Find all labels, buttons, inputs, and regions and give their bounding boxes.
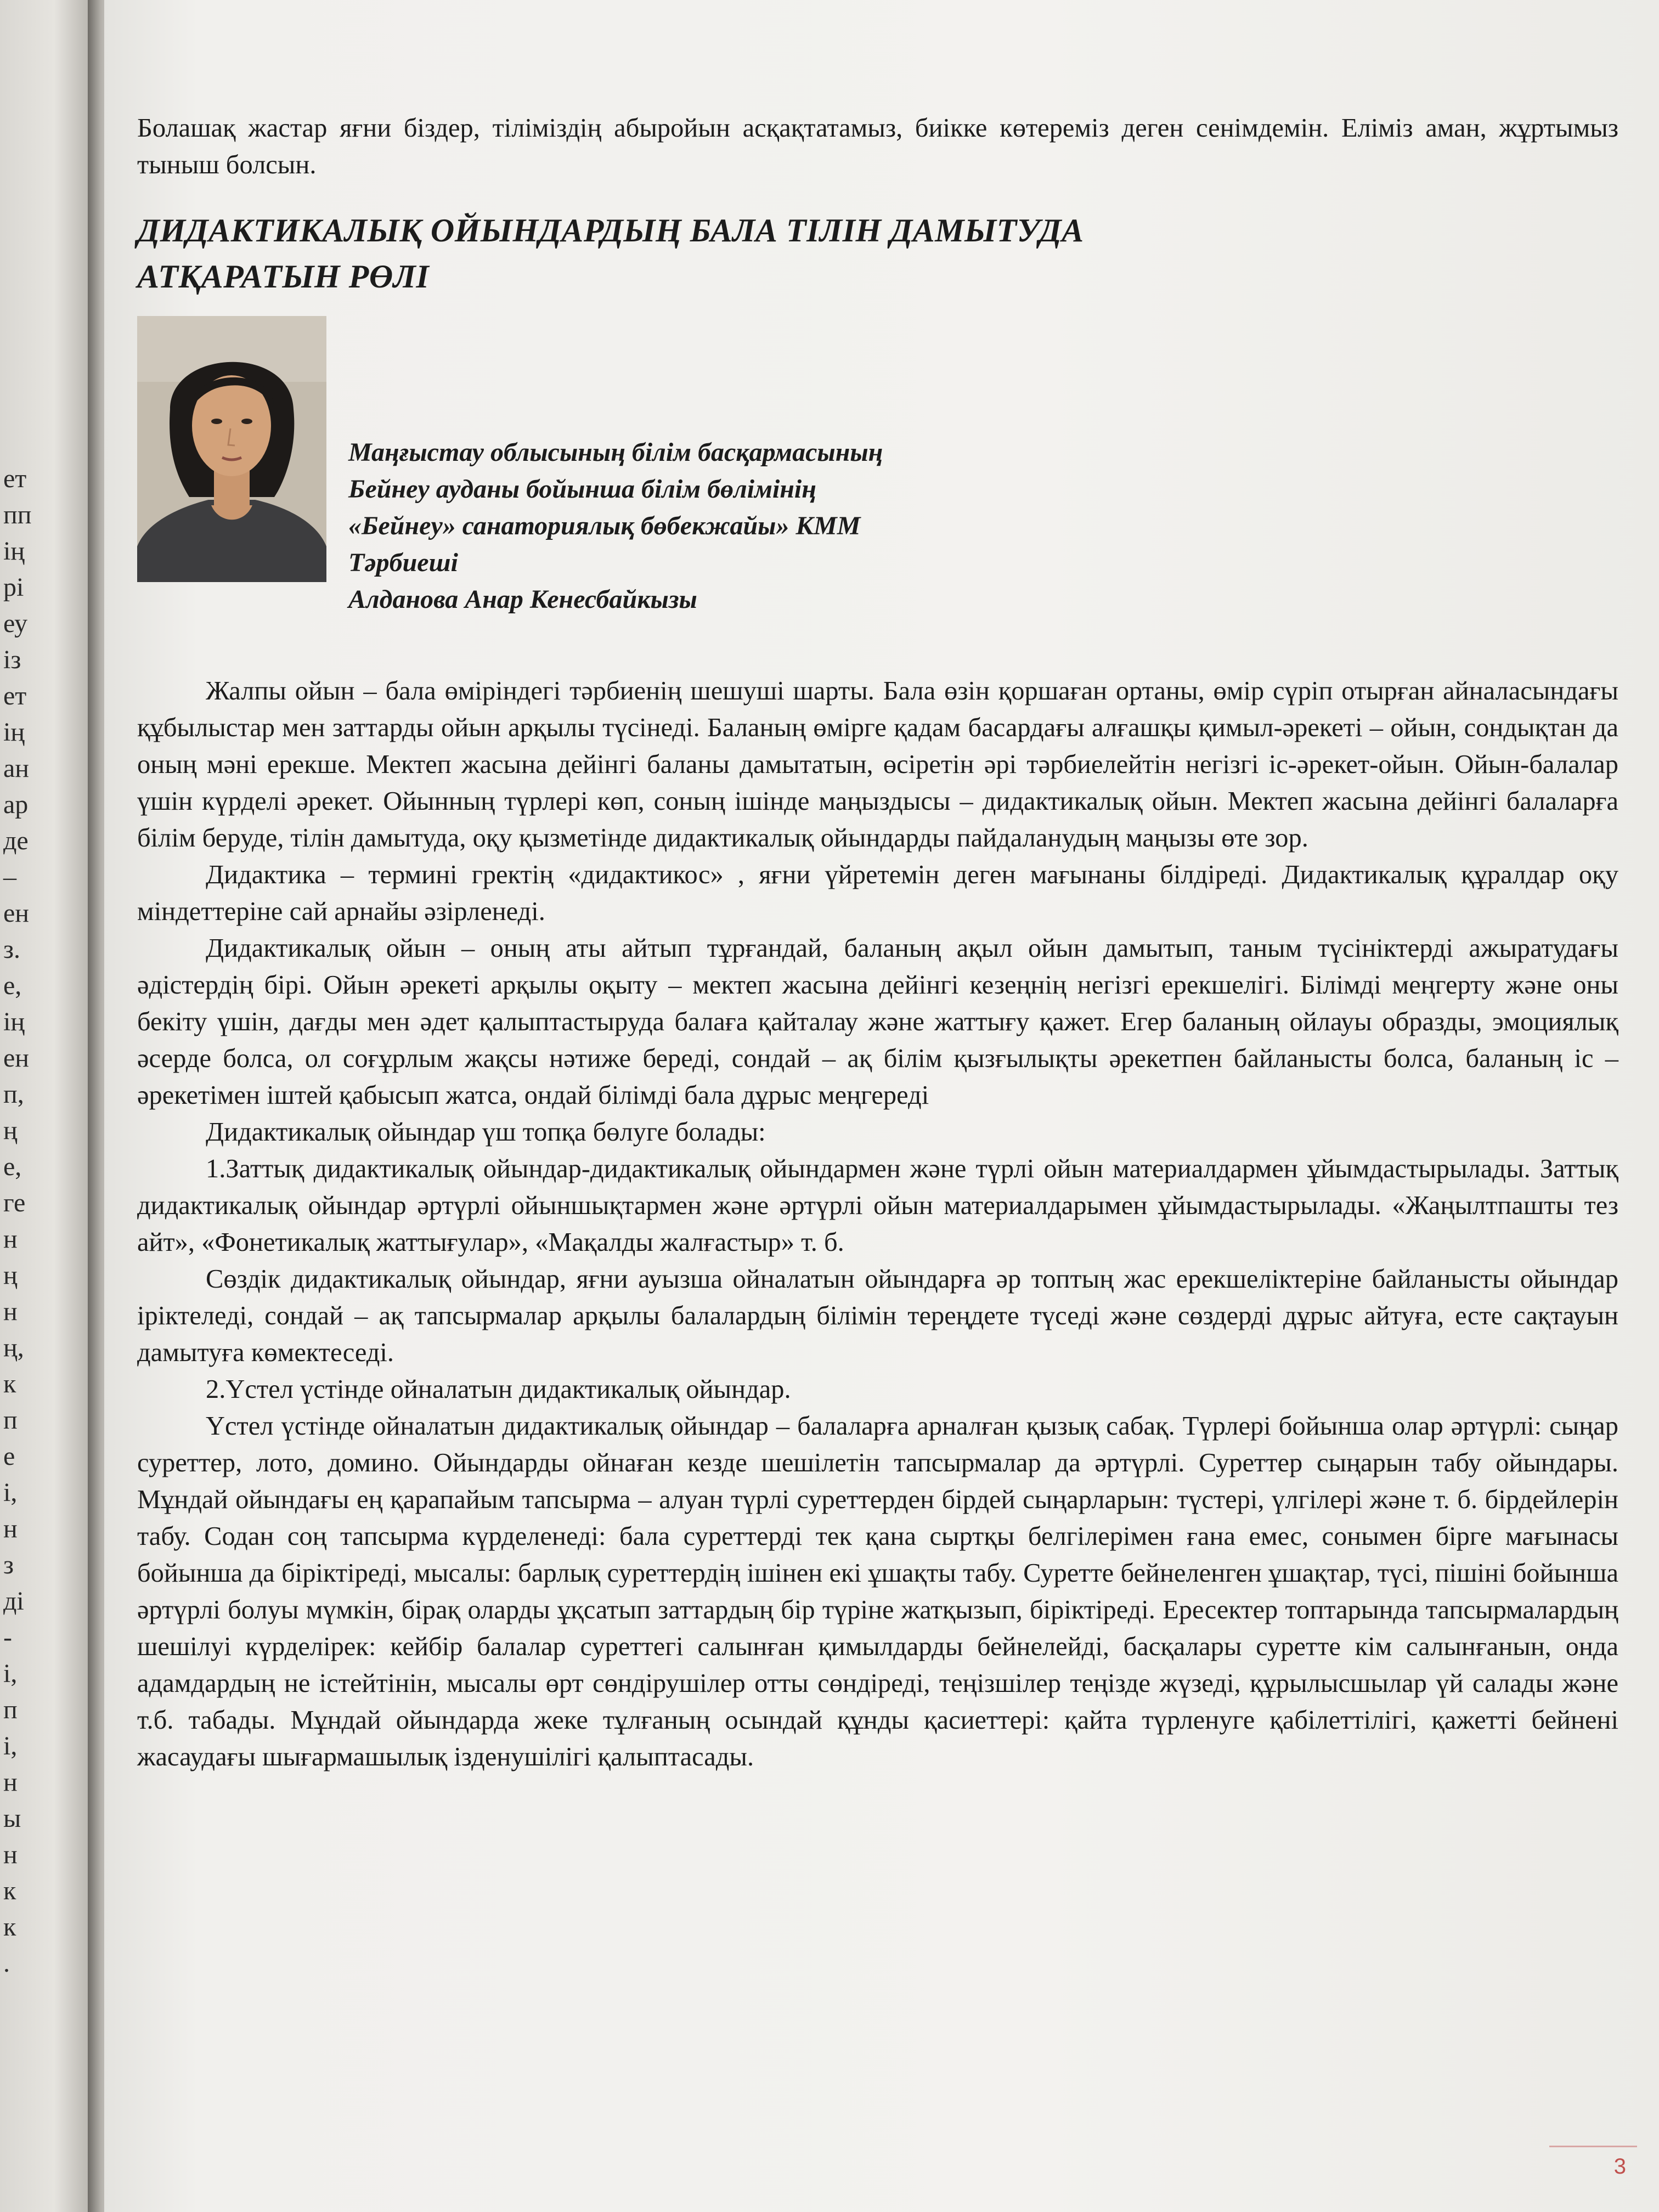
left-page-fragment: ң <box>3 1116 18 1145</box>
left-page-edge <box>0 0 99 2212</box>
left-page-fragment: е, <box>3 1152 22 1181</box>
left-page-fragment: е, <box>3 971 22 1000</box>
left-page-fragment: ет <box>3 681 27 710</box>
left-page-fragment: рі <box>3 573 24 602</box>
left-page-fragment: н <box>3 1840 18 1869</box>
author-photo <box>137 316 326 582</box>
article-title <box>137 207 1618 300</box>
body-paragraph-3: Дидактикалық ойын – оның аты айтып тұрғандай, баланың ақыл ойын дамытып, таным түсініктерді ажыратудағы әдістердің бірі. Ойын әрекеті арқылы оқыту – мектеп жасына дейінгі кезеңнің негізгі ерекшелігі. Білімді меңгерту және оны бекіту үшін, дағды мен әдет қалыптастыруда балаға қайталау және жаттығу қажет. Егер баланың ойлауы образды, эмоциялық әсерде болса, ол соғұрлым жақсы нәтиже береді, сондай – ақ білім қызғылықты әрекетпен байланысты болса, баланың іс – әрекетімен іштей қабысып жатса, ондай білімді бала дұрыс меңгереді <box>137 934 1618 1110</box>
title-line-2: АТҚАРАТЫН РӨЛІ <box>137 258 430 295</box>
left-page-fragment: ет <box>3 464 27 493</box>
left-page-fragment: е <box>3 1442 15 1471</box>
author-block <box>137 371 1618 656</box>
left-page-fragment: ге <box>3 1188 26 1217</box>
left-page-fragment: ің <box>3 718 25 747</box>
left-page-fragment: і, <box>3 1731 18 1760</box>
left-page-fragment: ң, <box>3 1333 24 1362</box>
left-page-fragment: ің <box>3 537 25 566</box>
body-paragraph-6: Сөздік дидактикалық ойындар, яғни ауызша ойналатын ойындарға әр топтың жас ерекшеліктеріне байланысты ойындар іріктеледі, сондай – ақ тапсырмалар арқылы балалардың білімін тереңдете түседі және сөздерді дұрыс айтуға, есте сақтауын дамытуға көмектеседі. <box>137 1265 1618 1367</box>
left-page-fragment: к <box>3 1369 16 1398</box>
left-page-fragment: ң <box>3 1261 18 1290</box>
left-page-fragment: п <box>3 1406 18 1435</box>
left-page-fragment: ы <box>3 1804 21 1833</box>
author-line-2: Бейнеу ауданы бойынша білім бөлімінің <box>348 475 816 504</box>
body-paragraph-7: 2.Үстел үстінде ойналатын дидактикалық ойындар. <box>206 1375 791 1404</box>
author-line-1: Маңғыстау облысының білім басқармасының <box>348 438 883 467</box>
left-page-fragment: – <box>3 862 16 891</box>
author-portrait-image <box>137 316 326 582</box>
left-page-fragment: із <box>3 645 21 674</box>
left-page-fragment: н <box>3 1297 18 1326</box>
body-paragraph-1: Жалпы ойын – бала өміріндегі тәрбиенің шешуші шарты. Бала өзін қоршаған ортаны, өмір сүріп отырған айналасындағы құбылыстар мен заттарды ойын арқылы түсінеді. Баланың өмірге қадам басардағы алғашқы қимыл-әрекеті – ойын, сондықтан да оның мәні ерекше. Мектеп жасына дейінгі баланы дамытатын, өсіретін әрі тәрбиелейтін негізгі іс-әрекет-ойын. Ойын-балалар үшін күрделі әрекет. Ойынның түрлері көп, соның ішінде маңыздысы – дидактикалық ойын. Мектеп жасына дейінгі балаларға білім беруде, тілін дамытуда, оқу қызметінде дидактикалық ойындарды пайдаланудың маңызы өте зор. <box>137 676 1618 853</box>
left-page-fragment: ен <box>3 899 29 928</box>
left-page-fragment: з <box>3 1550 14 1579</box>
left-page-fragment: к <box>3 1876 16 1905</box>
body-paragraph-5: 1.Заттық дидактикалық ойындар-дидактикалық ойындармен және түрлі ойын материалдармен ұйымдастырылады. Заттық дидактикалық ойындар әртүрлі ойыншықтармен және әртүрлі ойын материалдарымен ұйымдастырылады. «Жаңылтпашты тез айт», «Фонетикалық жаттығулар», «Мақалды жалғастыр» т. б. <box>137 1154 1618 1257</box>
right-page <box>104 0 1659 2212</box>
page-number-rule <box>1549 2146 1637 2147</box>
left-page-fragment: і, <box>3 1659 18 1688</box>
left-page-fragment: п, <box>3 1080 24 1109</box>
left-page-fragment: ар <box>3 790 29 819</box>
author-line-4: Тәрбиеші <box>348 548 458 577</box>
intro-paragraph: Болашақ жастар яғни біздер, тіліміздің абыройын асқақтатамыз, биікке көтереміз деген сенімдемін. Еліміз аман, жұртымыз тыныш болсын. <box>137 114 1618 179</box>
author-name: Алданова Анар Кенесбайкызы <box>348 585 697 614</box>
author-affiliation <box>348 434 1555 618</box>
left-page-fragment: ің <box>3 1007 25 1036</box>
body-paragraph-2: Дидактика – термині гректің «дидактикос» , яғни үйретемін деген мағынаны білдіреді. Дидактикалық құралдар оқу міндеттеріне сай арнайы әзірленеді. <box>137 860 1618 926</box>
left-page-fragment: . <box>3 1949 10 1978</box>
body-paragraph-4: Дидактикалық ойындар үш топқа бөлуге болады: <box>206 1118 766 1147</box>
left-page-fragment: ен <box>3 1043 29 1073</box>
left-page-fragment: ан <box>3 754 29 783</box>
left-page-fragment: з. <box>3 935 20 964</box>
left-page-fragment: н <box>3 1514 18 1543</box>
left-page-fragment: де <box>3 826 29 855</box>
body-paragraph-8: Үстел үстінде ойналатын дидактикалық ойындар – балаларға арналған қызық сабақ. Түрлері бойынша олар әртүрлі: сыңар суреттер, лото, домино. Ойындарды ойнаған кезде шешілетін тапсырмалар да әртүрлі. Суреттер сыңарын табу ойындары. Мұндай ойындағы ең қарапайым тапсырма – алуан түрлі суреттерден бірдей сыңарларын: түстері, үлгілері және т. б. бірдейлерін табу. Содан соң тапсырма күрделенеді: бала суреттерді тек қана сыртқы белгілерімен ғана емес, сонымен бірге мағынасы бойынша да біріктіреді, мысалы: барлық суреттердің ішінен екі ұшақты табу. Суретте бейнеленген ұшақтар, түсі, пішіні бойынша әртүрлі болуы мүмкін, бірақ оларды ұқсатып заттардың бір түріне жатқызып, біріктіреді. Ересектер топтарында тапсырмалардың шешілуі күрделірек: кейбір балалар суреттегі салынған қимылдарды бейнелейді, басқалары суретте кім салынғанын, онда адамдардың не істейтінін, мысалы өрт сөндірушілер отты сөндіреді, теңізшілер теңізде жүзеді, құрылысшылар үй салады және т.б. табады. Мұндай ойындарда жеке тұлғаның осындай құнды қасиеттері: қайта түрленуге қабілеттілігі, қажетті бейнені жасаудағы шығармашылық ізденушілігі қалыптасады. <box>137 1412 1618 1771</box>
left-page-fragment: к <box>3 1912 16 1942</box>
author-line-3: «Бейнеу» санаториялық бөбекжайы» КММ <box>348 511 861 540</box>
left-page-fragment: н <box>3 1768 18 1797</box>
left-page-fragment: пп <box>3 500 32 529</box>
left-page-fragment: ді <box>3 1587 24 1616</box>
left-page-fragment: - <box>3 1623 12 1652</box>
left-page-fragment: і, <box>3 1478 18 1507</box>
left-page-fragment: н <box>3 1224 18 1254</box>
title-line-1: ДИДАКТИКАЛЫҚ ОЙЫНДАРДЫҢ БАЛА ТІЛІН ДАМЫТУДА <box>137 212 1084 249</box>
left-page-fragment: еу <box>3 609 28 638</box>
left-page-fragment: п <box>3 1695 18 1724</box>
page-number: 3 <box>1613 2154 1626 2179</box>
page-content <box>137 110 1618 1775</box>
